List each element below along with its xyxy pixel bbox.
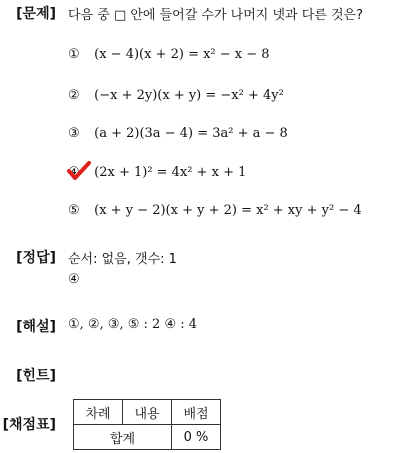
answer-line-1: 순서: 없음, 갯수: 1 <box>68 252 177 267</box>
score-header-content: 내용 <box>123 400 172 425</box>
explanation-text: ①, ②, ③, ⑤ : 2 ④ : 4 <box>68 317 198 332</box>
score-table <box>73 399 221 450</box>
score-header-order: 차례 <box>74 400 123 425</box>
problem-label: [문제] <box>16 6 56 22</box>
answer-label: [정답] <box>16 250 56 266</box>
choice-5[interactable] <box>68 203 362 218</box>
explanation-label: [해설] <box>16 319 56 335</box>
score-table-label: [채점표] <box>2 417 56 433</box>
choice-4[interactable] <box>68 165 246 180</box>
hint-label: [힌트] <box>16 368 56 384</box>
score-total-value: 0 % <box>172 425 221 450</box>
score-table-total-row <box>74 425 221 450</box>
score-header-points: 배점 <box>172 400 221 425</box>
choice-number: ① <box>68 47 80 62</box>
choice-expression: (x − 4)(x + 2) = x² − x − 8 <box>94 47 270 62</box>
choice-number: ④ <box>68 165 80 180</box>
choice-3[interactable] <box>68 126 288 141</box>
choice-expression: (x + y − 2)(x + y + 2) = x² + xy + y² − 4 <box>94 203 362 218</box>
choice-1[interactable] <box>68 47 270 62</box>
score-total-label: 합계 <box>74 425 172 450</box>
choice-expression: (a + 2)(3a − 4) = 3a² + a − 8 <box>94 126 288 141</box>
question-text: 다음 중 □ 안에 들어갈 수가 나머지 넷과 다른 것은? <box>68 8 363 23</box>
choice-expression: (−x + 2y)(x + y) = −x² + 4y² <box>94 88 284 103</box>
answer-line-2: ④ <box>68 272 80 287</box>
checkmark-icon <box>66 160 92 182</box>
choice-number: ② <box>68 88 80 103</box>
choice-expression: (2x + 1)² = 4x² + x + 1 <box>94 165 247 180</box>
score-table-header-row <box>74 400 221 425</box>
choice-number: ③ <box>68 126 80 141</box>
choice-number: ⑤ <box>68 203 80 218</box>
choice-2[interactable] <box>68 88 284 103</box>
